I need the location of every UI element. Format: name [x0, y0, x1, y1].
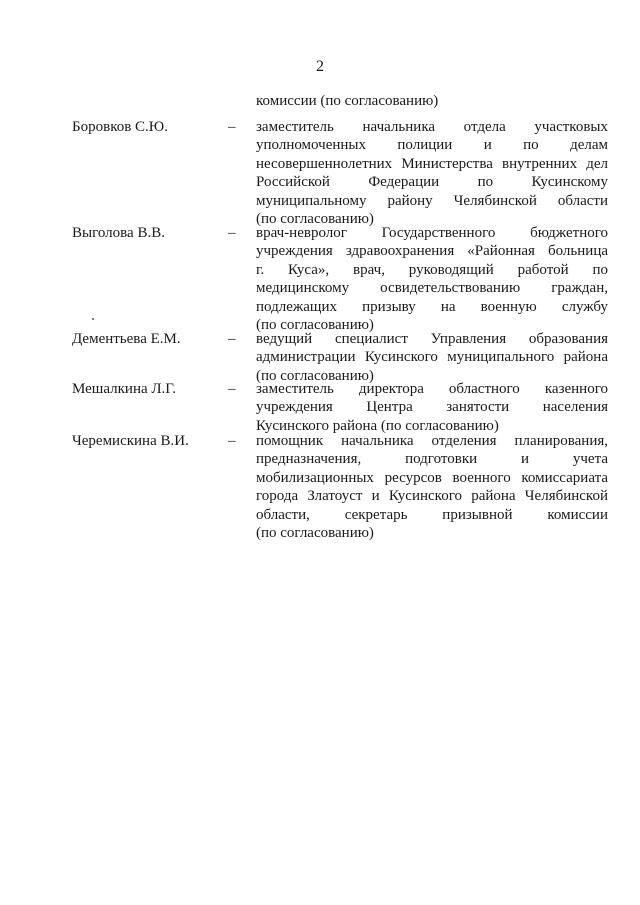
position-line: несовершеннолетних Министерства внутренних дел	[256, 155, 608, 172]
position-line: учреждения здравоохранения «Районная больница	[256, 243, 608, 260]
position-line: Российской Федерации по Кусинскому	[256, 174, 608, 191]
position-line: помощник начальника отделения планирования,	[256, 433, 608, 449]
position-line: учреждения Центра занятости населения	[256, 399, 608, 416]
stray-mark	[92, 318, 94, 320]
position-line: заместитель начальника отдела участковых	[256, 119, 608, 135]
dash-separator: –	[228, 331, 236, 347]
position-line: (по согласованию)	[256, 524, 374, 541]
member-position	[256, 380, 608, 435]
dash-separator: –	[228, 381, 236, 397]
member-position	[256, 432, 608, 542]
position-line: медицинскому освидетельствованию граждан,	[256, 280, 608, 297]
position-line: уполномоченных полиции и по делам	[256, 137, 608, 154]
position-line: Кусинского района (по согласованию)	[256, 417, 499, 434]
member-name: Мешалкина Л.Г.	[72, 381, 177, 397]
position-line: (по согласованию)	[256, 367, 374, 384]
position-line: г. Куса», врач, руководящий работой по	[256, 261, 608, 278]
position-line: ведущий специалист Управления образования	[256, 331, 608, 347]
member-name: Выголова В.В.	[72, 225, 165, 241]
position-line: подлежащих призыву на военную службу	[256, 298, 608, 315]
position-line: заместитель директора областного казенного	[256, 381, 608, 397]
position-line: (по согласованию)	[256, 210, 374, 227]
dash-separator: –	[228, 119, 236, 135]
continued-text: комиссии (по согласованию)	[256, 93, 439, 109]
position-line: администрации Кусинского муниципального района	[256, 349, 608, 366]
position-line: области, секретарь призывной комиссии	[256, 506, 608, 523]
member-position	[256, 330, 608, 385]
position-line: (по согласованию)	[256, 316, 374, 333]
dash-separator: –	[228, 225, 236, 241]
dash-separator: –	[228, 433, 236, 449]
position-line: мобилизационных ресурсов военного комиссариата	[256, 469, 608, 486]
position-line: врач-невролог Государственного бюджетного	[256, 225, 608, 241]
member-position	[256, 118, 608, 228]
member-name: Черемискина В.И.	[72, 433, 189, 449]
page-number: 2	[316, 58, 324, 75]
member-name: Дементьева Е.М.	[72, 331, 181, 347]
position-line: города Златоуст и Кусинского района Челябинской	[256, 488, 608, 505]
position-line: муниципальному району Челябинской области	[256, 192, 608, 209]
position-line: предназначения, подготовки и учета	[256, 451, 608, 468]
member-position	[256, 224, 608, 334]
member-name: Боровков С.Ю.	[72, 119, 168, 135]
